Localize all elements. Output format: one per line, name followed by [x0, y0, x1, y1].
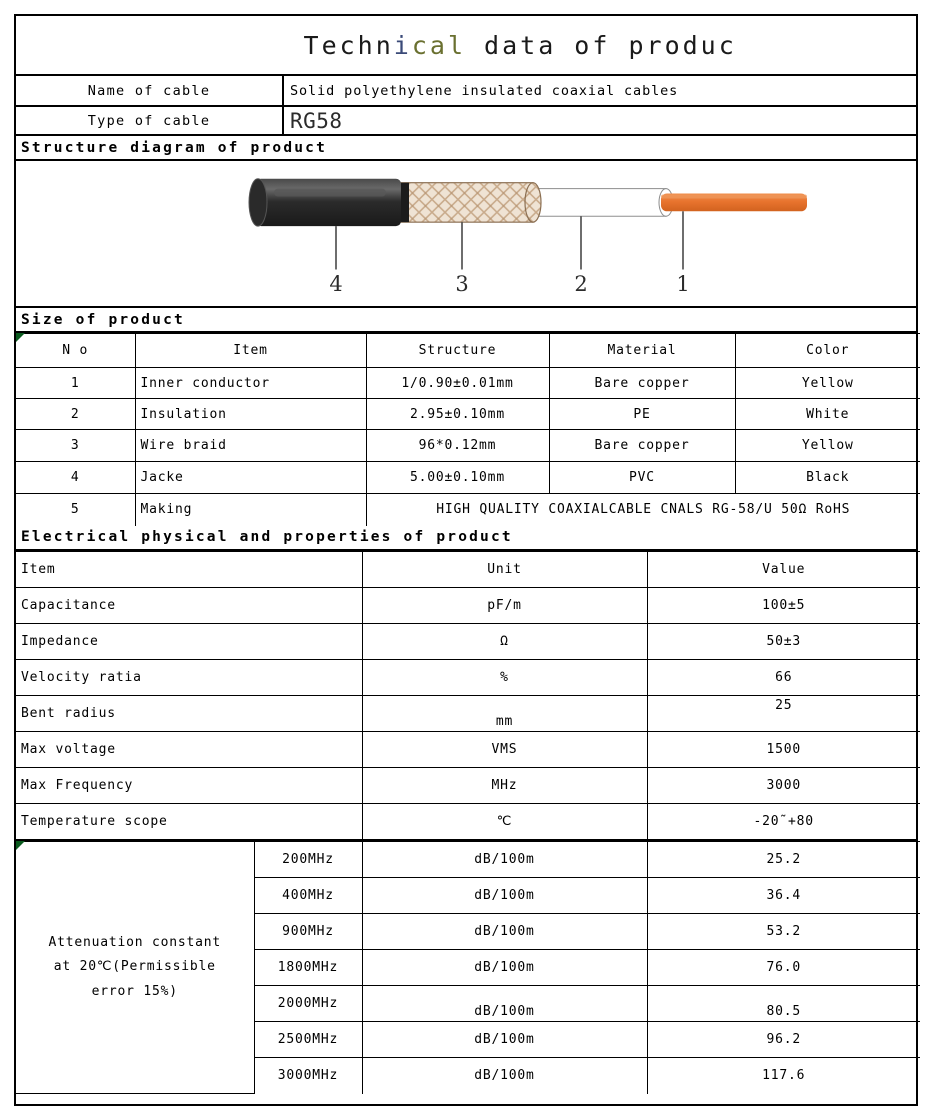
section-header-size [16, 308, 916, 333]
size-row-2-material: PE [549, 399, 735, 430]
name-of-cable-label: Name of cable [16, 76, 284, 105]
size-row-5-marking-text: HIGH QUALITY COAXIALCABLE CNALS RG-58/U 50Ω RoHS [366, 494, 920, 526]
size-row-5-item: Making [135, 494, 366, 526]
callout-label-4: 4 [329, 272, 343, 296]
green-corner-flag-icon [16, 333, 25, 342]
attenuation-label-cell [16, 842, 254, 1094]
elec-col-value: Value [647, 551, 920, 587]
size-row-4-material: PVC [549, 462, 735, 494]
elec-row-max-voltage-item: Max voltage [16, 731, 362, 767]
elec-row-max-frequency-value: 3000 [647, 767, 920, 803]
section-header-structure-diagram-label: Structure diagram of product [21, 139, 328, 156]
size-table-header-row [16, 334, 920, 368]
size-row-1-item: Inner conductor [135, 368, 366, 399]
size-col-color: Color [735, 334, 920, 368]
size-row-2-no: 2 [16, 399, 135, 430]
atten-row-5-unit: dB/100m [362, 986, 647, 1022]
size-col-structure: Structure [366, 334, 549, 368]
atten-row-1-unit: dB/100m [362, 842, 647, 878]
elec-row-capacitance-item: Capacitance [16, 587, 362, 623]
electrical-properties-table [16, 551, 920, 840]
elec-row-max-frequency-unit: MHz [362, 767, 647, 803]
atten-row-7-value: 117.6 [647, 1058, 920, 1094]
page-title-part-2: i [393, 30, 412, 60]
elec-row-velocity-item: Velocity ratia [16, 659, 362, 695]
size-col-no: N o [16, 334, 135, 368]
attenuation-label-line-2: at 20℃(Permissible [53, 959, 216, 975]
type-of-cable-value: RG58 [290, 108, 343, 133]
elec-row-bent-radius-item: Bent radius [16, 695, 362, 731]
atten-row-1-value: 25.2 [647, 842, 920, 878]
type-of-cable-label: Type of cable [16, 107, 284, 134]
table-row [16, 731, 920, 767]
atten-row-4-value: 76.0 [647, 950, 920, 986]
table-row [16, 587, 920, 623]
size-row-2-color: White [735, 399, 920, 430]
elec-row-temperature-item: Temperature scope [16, 803, 362, 839]
size-col-item: Item [135, 334, 366, 368]
datasheet-page [14, 14, 918, 1106]
callout-label-3: 3 [455, 272, 469, 296]
elec-row-velocity-value: 66 [647, 659, 920, 695]
atten-row-3-value: 53.2 [647, 914, 920, 950]
table-row [16, 659, 920, 695]
page-title-part-4: data of produc [466, 30, 737, 60]
elec-col-item: Item [16, 551, 362, 587]
page-title [16, 16, 916, 76]
atten-row-1-freq: 200MHz [254, 842, 362, 878]
elec-row-bent-radius-value: 25 [647, 695, 920, 731]
atten-row-3-unit: dB/100m [362, 914, 647, 950]
table-row [16, 623, 920, 659]
attenuation-label-line-3: error 15%) [91, 983, 178, 999]
electrical-table-header-row [16, 551, 920, 587]
size-row-3-no: 3 [16, 430, 135, 462]
size-row-1-no: 1 [16, 368, 135, 399]
callout-label-1: 1 [676, 272, 690, 296]
name-of-cable-row [16, 76, 916, 107]
size-row-1-material: Bare copper [549, 368, 735, 399]
size-row-3-item: Wire braid [135, 430, 366, 462]
atten-row-2-freq: 400MHz [254, 878, 362, 914]
table-row [16, 462, 920, 494]
atten-row-2-unit: dB/100m [362, 878, 647, 914]
size-row-2-item: Insulation [135, 399, 366, 430]
type-of-cable-row [16, 107, 916, 136]
size-row-4-structure: 5.00±0.10mm [366, 462, 549, 494]
atten-row-6-freq: 2500MHz [254, 1022, 362, 1058]
atten-row-4-unit: dB/100m [362, 950, 647, 986]
section-header-structure-diagram [16, 136, 916, 161]
name-of-cable-value: Solid polyethylene insulated coaxial cables [290, 82, 679, 99]
size-row-2-structure: 2.95±0.10mm [366, 399, 549, 430]
atten-row-4-freq: 1800MHz [254, 950, 362, 986]
section-header-electrical [16, 526, 916, 551]
table-row [16, 368, 920, 399]
attenuation-label-line-1: Attenuation constant [48, 935, 222, 951]
elec-row-max-frequency-item: Max Frequency [16, 767, 362, 803]
elec-row-bent-radius-unit: mm [362, 695, 647, 731]
callout-label-2: 2 [574, 272, 588, 296]
section-header-size-label: Size of product [21, 311, 185, 328]
elec-row-capacitance-value: 100±5 [647, 587, 920, 623]
size-row-3-structure: 96*0.12mm [366, 430, 549, 462]
elec-row-impedance-item: Impedance [16, 623, 362, 659]
elec-row-impedance-unit: Ω [362, 623, 647, 659]
elec-row-velocity-unit: % [362, 659, 647, 695]
attenuation-table-wrapper [16, 839, 916, 1094]
atten-row-7-freq: 3000MHz [254, 1058, 362, 1094]
elec-row-max-voltage-unit: VMS [362, 731, 647, 767]
page-title-part-1: Techn [303, 30, 394, 60]
elec-row-impedance-value: 50±3 [647, 623, 920, 659]
atten-row-5-value: 80.5 [647, 986, 920, 1022]
atten-row-5-freq: 2000MHz [254, 986, 362, 1022]
size-row-4-color: Black [735, 462, 920, 494]
section-header-electrical-label: Electrical physical and properties of product [21, 529, 513, 545]
attenuation-constant-table [16, 841, 920, 1094]
table-row [16, 842, 920, 878]
elec-row-capacitance-unit: pF/m [362, 587, 647, 623]
size-row-3-material: Bare copper [549, 430, 735, 462]
atten-row-6-unit: dB/100m [362, 1022, 647, 1058]
size-row-1-color: Yellow [735, 368, 920, 399]
elec-row-max-voltage-value: 1500 [647, 731, 920, 767]
elec-row-temperature-value: -20˜+80 [647, 803, 920, 839]
size-of-product-table [16, 333, 920, 526]
atten-row-7-unit: dB/100m [362, 1058, 647, 1094]
table-row [16, 430, 920, 462]
size-col-material: Material [549, 334, 735, 368]
elec-row-temperature-unit: ℃ [362, 803, 647, 839]
atten-row-6-value: 96.2 [647, 1022, 920, 1058]
page-title-part-3: cal [411, 30, 466, 60]
size-row-5-no: 5 [16, 494, 135, 526]
size-table-wrapper [16, 333, 916, 526]
size-row-4-item: Jacke [135, 462, 366, 494]
size-row-4-no: 4 [16, 462, 135, 494]
table-row [16, 695, 920, 731]
table-row [16, 767, 920, 803]
atten-row-3-freq: 900MHz [254, 914, 362, 950]
table-row [16, 803, 920, 839]
atten-row-2-value: 36.4 [647, 878, 920, 914]
size-row-3-color: Yellow [735, 430, 920, 462]
table-row-marking [16, 494, 920, 526]
structure-diagram [16, 161, 916, 308]
elec-col-unit: Unit [362, 551, 647, 587]
size-row-1-structure: 1/0.90±0.01mm [366, 368, 549, 399]
table-row [16, 399, 920, 430]
green-corner-flag-icon [16, 841, 25, 850]
